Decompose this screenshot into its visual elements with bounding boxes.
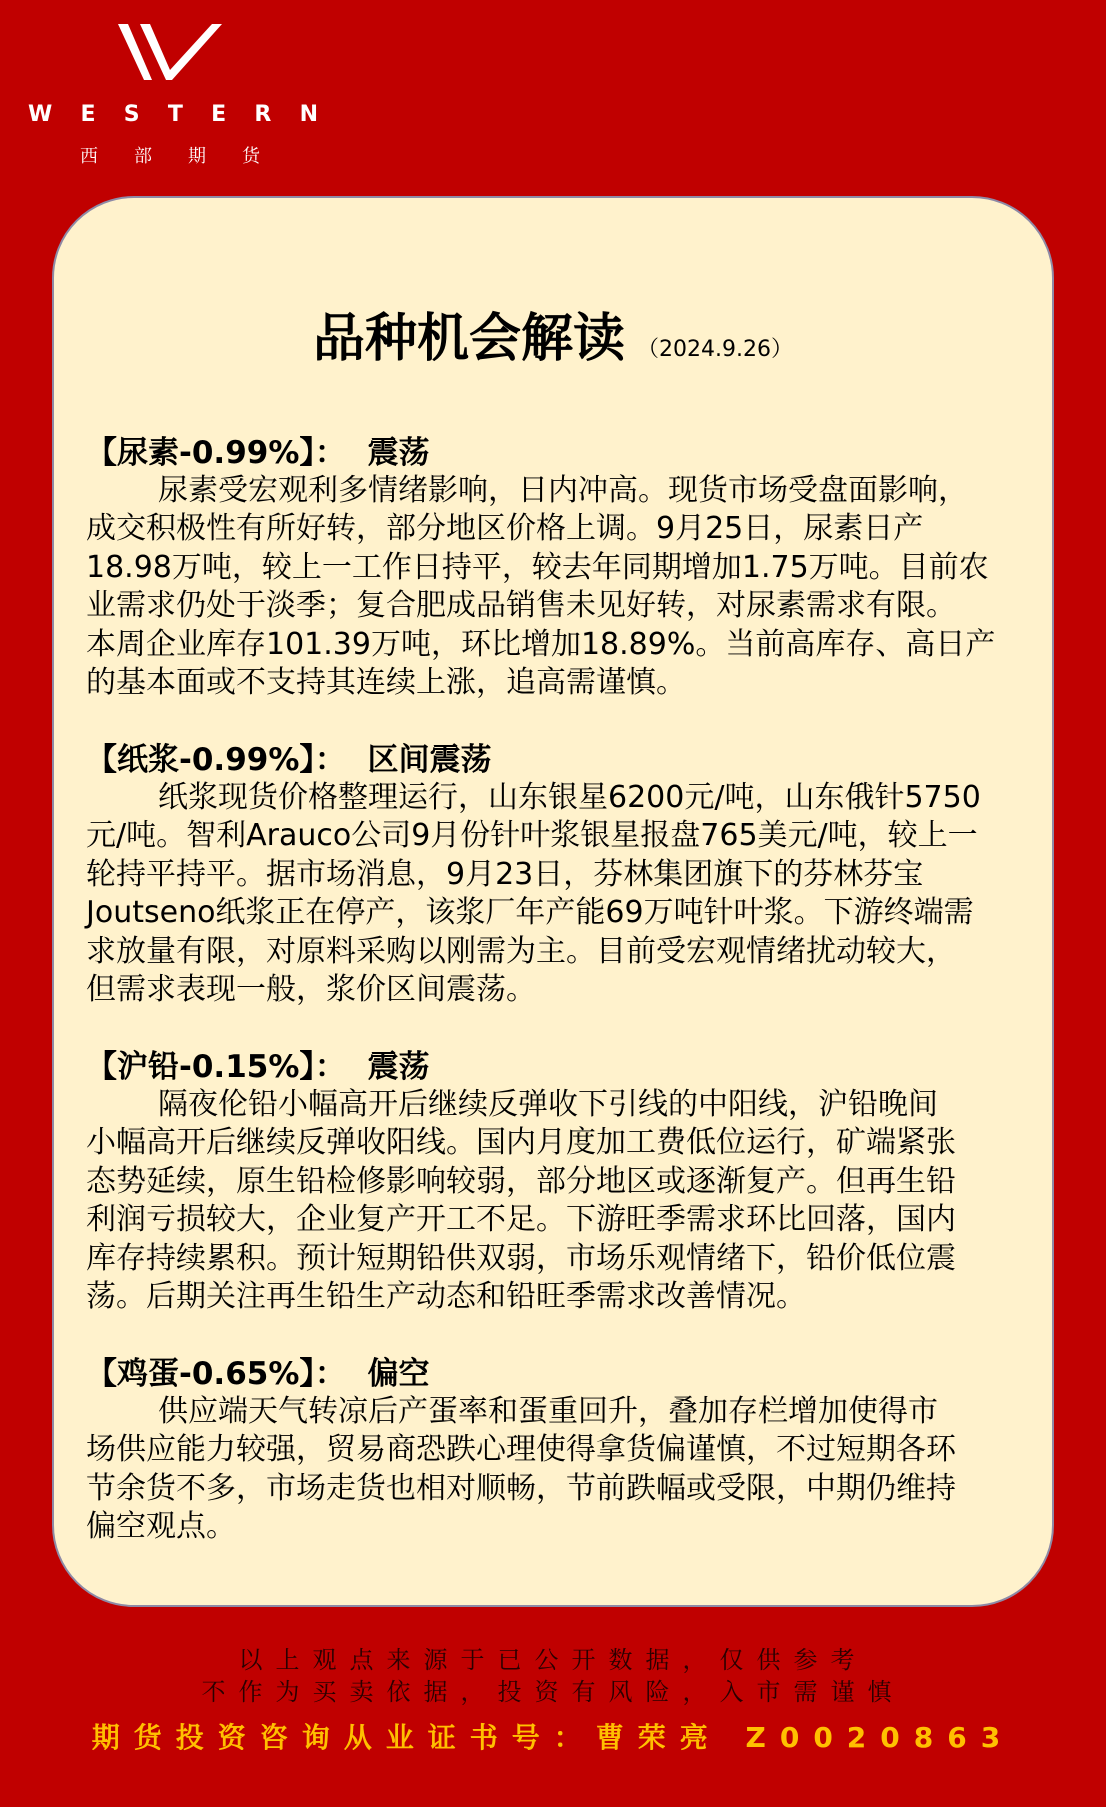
title-main: 品种机会解读	[313, 309, 626, 369]
section-heading: 【纸浆-0.99%】： 区间震荡	[86, 742, 492, 778]
disclaimer-line-1: 以上观点来源于已公开数据，仅供参考	[238, 1646, 868, 1674]
commodity-section	[86, 434, 1026, 702]
paragraph-line: 但需求表现一般，浆价区间震荡。	[86, 972, 536, 1008]
logo-letter: W	[28, 102, 53, 127]
logo-cn-char: 货	[242, 146, 260, 167]
paragraph-line: 库存持续累积。预计短期铅供双弱，市场乐观情绪下，铅价低位震	[86, 1240, 956, 1276]
paragraph-line: 纸浆现货价格整理运行，山东银星6200元/吨，山东俄针5750	[158, 780, 981, 815]
market-view: 区间震荡	[367, 742, 492, 778]
logo-letter: T	[167, 102, 183, 127]
market-view: 震荡	[367, 1049, 430, 1085]
paragraph-line: 求放量有限，对原料采购以刚需为主。目前受宏观情绪扰动较大，	[86, 933, 956, 969]
logo-cn-char: 西	[80, 146, 98, 167]
logo-cn-char: 期	[188, 146, 206, 167]
paragraph-line: 供应端天气转凉后产蛋率和蛋重回升，叠加存栏增加使得市	[158, 1394, 938, 1429]
paragraph-line: 18.98万吨，较上一工作日持平，较去年同期增加1.75万吨。目前农	[86, 549, 989, 585]
section-heading: 【尿素-0.99%】： 震荡	[86, 435, 430, 471]
paragraph-line: 本周企业库存101.39万吨，环比增加18.89%。当前高库存、高日产	[86, 626, 996, 662]
title-date: （2024.9.26）	[637, 337, 793, 362]
paragraph-line: 荡。后期关注再生铅生产动态和铅旺季需求改善情况。	[86, 1279, 806, 1315]
disclaimer-line-2: 不作为买卖依据，投资有风险，入市需谨慎	[201, 1678, 905, 1706]
commodity-section	[86, 741, 1026, 1009]
paragraph-line: 的基本面或不支持其连续上涨，追高需谨慎。	[86, 665, 686, 701]
paragraph-line: 业需求仍处于淡季；复合肥成品销售未见好转，对尿素需求有限。	[86, 588, 956, 624]
commodity-name: 沪铅	[117, 1049, 179, 1085]
section-heading: 【鸡蛋-0.65%】： 偏空	[86, 1356, 430, 1392]
paragraph-line: 场供应能力较强，贸易商恐跌心理使得拿货偏谨慎，不过短期各环	[86, 1432, 956, 1468]
paragraph-line: 小幅高开后继续反弹收阳线。国内月度加工费低位运行，矿端紧张	[86, 1125, 956, 1161]
paragraph-line: Joutseno纸浆正在停产，该浆厂年产能69万吨针叶浆。下游终端需	[86, 895, 974, 931]
commodity-name: 尿素	[117, 435, 179, 471]
paragraph-line: 节余货不多，市场走货也相对顺畅，节前跌幅或受限，中期仍维持	[86, 1470, 956, 1506]
logo-letter: R	[254, 102, 272, 127]
change-percent: -0.15%	[179, 1049, 300, 1085]
paragraph-line: 态势延续，原生铅检修影响较弱，部分地区或逐渐复产。但再生铅	[86, 1163, 956, 1199]
paragraph-line: 成交积极性有所好转，部分地区价格上调。9月25日，尿素日产	[86, 511, 924, 547]
logo-letter: E	[80, 102, 96, 127]
paragraph-line: 尿素受宏观利多情绪影响，日内冲高。现货市场受盘面影响，	[158, 473, 968, 508]
commodity-name: 鸡蛋	[117, 1356, 179, 1392]
certificate-line: 期货投资咨询从业证书号：曹荣亮 Z0020863	[91, 1721, 1015, 1754]
logo-letter: E	[211, 102, 227, 127]
logo-letter: S	[123, 102, 140, 127]
change-percent: -0.65%	[179, 1356, 300, 1392]
section-heading: 【沪铅-0.15%】： 震荡	[86, 1049, 430, 1085]
paragraph-line: 隔夜伦铅小幅高开后继续反弹收下引线的中阳线，沪铅晚间	[158, 1087, 938, 1122]
paragraph-line: 偏空观点。	[86, 1509, 236, 1545]
paragraph-line: 利润亏损较大，企业复产开工不足。下游旺季需求环比回落，国内	[86, 1202, 956, 1238]
market-view: 偏空	[367, 1356, 430, 1392]
commodity-section	[86, 1048, 1026, 1316]
paragraph-line: 轮持平持平。据市场消息，9月23日，芬林集团旗下的芬林芬宝	[86, 856, 924, 892]
page-title	[0, 296, 1106, 371]
change-percent: -0.99%	[179, 435, 300, 471]
market-view: 震荡	[367, 435, 430, 471]
change-percent: -0.99%	[179, 742, 300, 778]
commodity-name: 纸浆	[117, 742, 179, 778]
logo-chinese-name	[80, 142, 260, 168]
logo-wordmark	[28, 102, 318, 127]
western-logo-mark	[118, 24, 222, 80]
logo-letter: N	[299, 102, 318, 127]
paragraph-line: 元/吨。智利Arauco公司9月份针叶浆银星报盘765美元/吨，较上一	[86, 818, 978, 854]
commodity-section	[86, 1355, 1026, 1547]
logo-cn-char: 部	[134, 146, 152, 167]
